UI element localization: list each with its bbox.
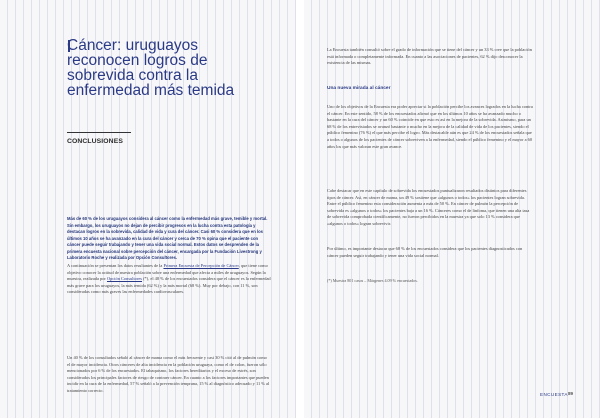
article-title: Cáncer: uruguayos reconocen logros de sobrevida contra la enfermedad más temida xyxy=(67,37,235,99)
consultant-link[interactable]: Opción Consultores xyxy=(106,276,142,282)
right-paragraph-2: Uno de los objetivos de la Encuesta era poder apreciar si la población percibe los avances logrados en la lucha contra el cáncer. En este sentido, 58 % de los encuestados afirmó que en los últimos 10 años se ha avanzado mucho o bastante en la cura del cáncer y un 60 % coincide en que esto es así en la mejora de la sobrevida. Asimismo, para un 68 % de los entrevistados se avanzó bastante o mucho en la mejora de la calidad de vida de los pacientes, siendo el público femenino (76 %) el que más percibe el logro. Más destacable aún es que 24 % de los encuestados señala que a todos o algunos de los pacientes de cáncer sobreviven a la enfermedad, siendo el público femenino y el mayor a 60 años los que más valoran este gran avance. xyxy=(327,104,533,149)
footnote: (*) Muestra 801 casos – Márgenes 4.09 % encuestados. xyxy=(327,278,418,283)
page-number: 89 xyxy=(568,391,574,396)
paragraph-text: A continuación se presentan los datos resultantes de la xyxy=(67,263,164,268)
lead-paragraph: Más de 60 % de los uruguayos considera al cáncer como la enfermedad más grave, temible y mortal. Sin embargo, los uruguayos no dejan de percibir progresos en la lucha contra esta patología y destacan logros en la sobrevida, calidad de vida y cura del cáncer. Casi 60 % considera que en los últimos 10 años se ha avanzado en la cura del cáncer y cerca de 70 % opina que el paciente con cáncer puede seguir trabajando y tener una vida social normal. Estos datos se desprenden de la primera encuesta nacional sobre percepción del cáncer, encargada por la Fundación Livestrong y Laboratorio Roche y realizada por Opción Consultores. xyxy=(67,216,268,260)
body-paragraph-1 xyxy=(67,263,271,296)
page-gutter xyxy=(296,0,304,418)
section-label: CONCLUSIONES xyxy=(67,138,123,145)
right-paragraph-3: Cabe destacar que en este capítulo de sobrevida los encuestados puntualizaron resultados distintos para diferentes tipos de cáncer. Así, en cáncer de mama, un 49 % sostiene que «algunos o todos» los pacientes logran sobrevida. Entre el público femenino esta consideración aumenta a más de 50 %. En cáncer de pulmón la percepción de sobrevida es «algunos o todos» los pacientes baja a un 16 %. Cánceres como el de linfoma, que tienen una alta tasa de sobrevida comprobada científicamente, no fueron percibidos en la muestra ya que solo 13 % considera que «algunos o todos» logran sobrevivir. xyxy=(327,188,530,226)
paragraph-text: (*), el 48 % de los encuestados considera que el cáncer es la enfermedad más grave para los uruguayos, la más temida (62 %) y la más mortal (68 %). Muy por debajo, con 11 %, son consideradas como más graves las enfermedades cardiovasculares. xyxy=(67,276,271,295)
subheading: Una nueva mirada al cáncer xyxy=(327,86,391,91)
paragraph-text: , que tiene como objetivo conocer la actitud de nuestra población sobre una enfermedad que afecta a miles de uruguayos. Según la muestra, realizada por xyxy=(67,263,268,282)
right-paragraph-1: La Encuesta también consultó sobre el grado de información que se tiene del cáncer y un 33 % cree que la población está informada o completamente informada. En cuanto a las asociaciones de pacientes, 62 % dijo desconocer la existencia de las mismas. xyxy=(327,47,532,66)
survey-link[interactable]: Primera Encuesta de Percepción de Cáncer xyxy=(163,263,239,268)
left-page xyxy=(0,0,296,418)
body-paragraph-2: Un 40 % de los consultados señaló al cáncer de mama como el más frecuente y casi 30 % citó al de pulmón como el de mayor incidencia. Otros cánceres de alta incidencia en la población uruguaya, como el de colon, fueron sólo mencionados por 6 % de los encuestados. El tabaquismo, los factores hereditarios y el exceso de estrés, son considerados los principales factores de riesgo de contraer cáncer. En cuanto a los factores importantes que pueden incidir en la cura de la enfermedad, 57 % señaló a la prevención temprana, 15 % al diagnóstico adecuado y 11 % al tratamiento correcto. xyxy=(67,355,270,393)
right-paragraph-4: Por último, es importante destacar que 68 % de los encuestados considera que los pacientes diagnosticados con cáncer pueden seguir trabajando y tener una vida social normal. xyxy=(327,246,523,258)
section-divider xyxy=(67,132,131,133)
footer-section-label: ENCUESTA xyxy=(540,392,568,397)
